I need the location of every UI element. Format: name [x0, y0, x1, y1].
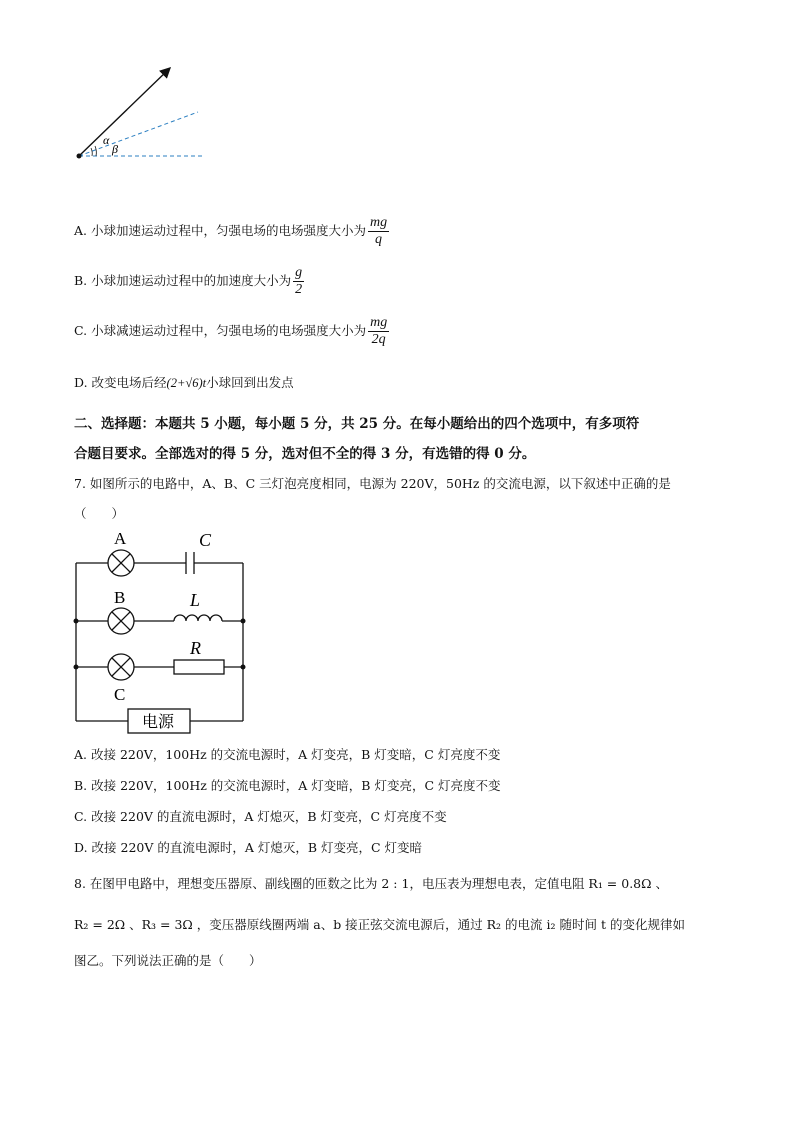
- q7-option-c: C. 改接 220V 的直流电源时，A 灯熄灭，B 灯变亮，C 灯亮度不变: [74, 809, 447, 824]
- start-point: [77, 154, 82, 159]
- beta-label: β: [112, 142, 118, 156]
- q6-option-d: D. 改变电场后经(2+√6)t小球回到出发点: [74, 375, 294, 390]
- circuit-diagram: [66, 526, 256, 736]
- lamp-b-label: B: [114, 588, 126, 607]
- section-heading-line1: 二、选择题：本题共 5 小题，每小题 5 分，共 25 分。在每小题给出的四个选项中，有多项符: [74, 416, 640, 432]
- fraction: $\frac{mg}{2q}$: [370, 315, 388, 347]
- lamp-c-label: C: [114, 685, 126, 704]
- q6-option-a: A. 小球加速运动过程中，匀强电场的电场强度大小为 $\frac{mg}{q}$: [74, 215, 388, 247]
- q8-stem-line3: 图乙。下列说法正确的是（ ）: [74, 953, 262, 968]
- fraction: $\frac{mg}{q}$: [369, 215, 388, 247]
- dashed-direction-line: [79, 112, 198, 156]
- power-source-label: 电源: [142, 714, 175, 731]
- q7-stem: 7. 如图所示的电路中，A、B、C 三灯泡亮度相同，电源为 220V，50Hz 的交流电源，以下叙述中正确的是: [74, 476, 671, 491]
- q6-option-c: C. 小球减速运动过程中，匀强电场的电场强度大小为 $\frac{mg}{2q}$: [74, 315, 388, 347]
- q7-option-a: A. 改接 220V，100Hz 的交流电源时，A 灯变亮，B 灯变暗，C 灯亮度不变: [74, 747, 501, 762]
- velocity-arrow: [79, 68, 170, 156]
- q6-option-b: B. 小球加速运动过程中的加速度大小为 $\frac{g}{2}$: [74, 265, 303, 297]
- q7-option-d: D. 改接 220V 的直流电源时，A 灯熄灭，B 灯变亮，C 灯变暗: [74, 840, 423, 855]
- fraction: $\frac{g}{2}$: [295, 265, 303, 297]
- angle-figure: [70, 60, 210, 165]
- lamp-a-label: A: [114, 529, 127, 548]
- alpha-label: α: [103, 133, 110, 147]
- inductor-label: L: [190, 590, 201, 610]
- capacitor-label: C: [199, 530, 212, 550]
- q8-stem-line1: 8. 在图甲电路中，理想变压器原、副线圈的匝数之比为 2 : 1，电压表为理想电表，定值电阻 R₁ = 0.8Ω 、: [74, 876, 668, 891]
- q7-option-b: B. 改接 220V，100Hz 的交流电源时，A 灯变暗，B 灯变亮，C 灯亮度不变: [74, 778, 501, 793]
- q8-stem-line2: R₂ = 2Ω 、R₃ = 3Ω ，变压器原线圈两端 a、b 接正弦交流电源后，通过 R₂ 的电流 i₂ 随时间 t 的变化规律如: [74, 917, 685, 932]
- q7-stem-bracket: （ ）: [74, 506, 125, 521]
- section-heading-line2: 合题目要求。全部选对的得 5 分，选对但不全的得 3 分，有选错的得 0 分。: [74, 446, 536, 462]
- resistor-label: R: [190, 638, 201, 658]
